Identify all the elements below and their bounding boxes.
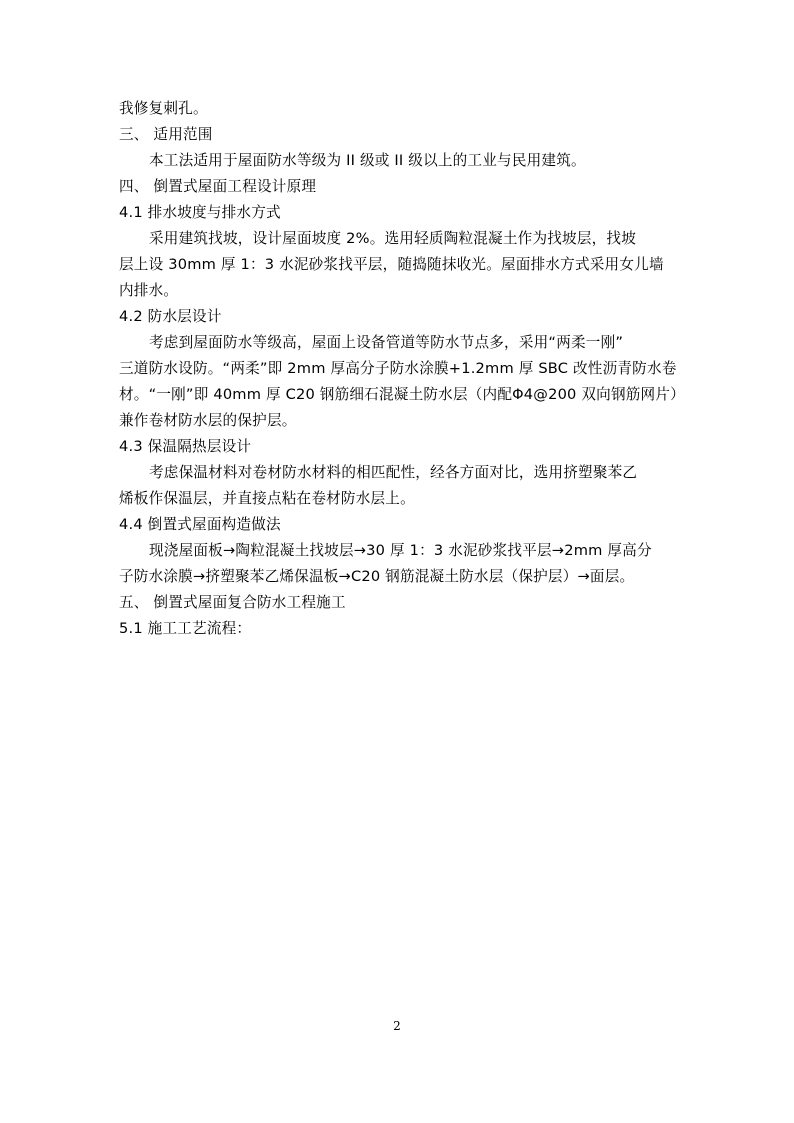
section-heading: 三、 适用范围 — [119, 126, 213, 143]
subsection-heading: 4.1 排水坡度与排水方式 — [119, 204, 281, 221]
paragraph-line: 考虑保温材料对卷材防水材料的相匹配性，经各方面对比，选用挤塑聚苯乙 — [149, 464, 638, 481]
section-heading: 五、 倒置式屋面复合防水工程施工 — [119, 594, 346, 611]
paragraph-line: 采用建筑找坡，设计屋面坡度 2%。选用轻质陶粒混凝土作为找坡层，找坡 — [149, 230, 636, 247]
subsection-heading: 4.3 保温隔热层设计 — [119, 438, 252, 455]
subsection-heading: 5.1 施工工艺流程： — [119, 620, 252, 637]
subsection-heading: 4.2 防水层设计 — [119, 308, 222, 325]
text-line: 我修复刺孔。 — [119, 100, 208, 117]
paragraph-line: 子防水涂膜→挤塑聚苯乙烯保温板→C20 钢筋混凝土防水层（保护层）→面层。 — [119, 568, 635, 585]
paragraph-line: 内排水。 — [119, 282, 179, 299]
section-heading: 四、 倒置式屋面工程设计原理 — [119, 178, 317, 195]
paragraph-line: 现浇屋面板→陶粒混凝土找坡层→30 厚 1：3 水泥砂浆找平层→2mm 厚高分 — [149, 542, 652, 559]
paragraph-line: 兼作卷材防水层的保护层。 — [119, 412, 297, 429]
subsection-heading: 4.4 倒置式屋面构造做法 — [119, 516, 281, 533]
body-text — [119, 96, 685, 642]
page-number: 2 — [393, 1019, 401, 1033]
paragraph-line: 本工法适用于屋面防水等级为 II 级或 II 级以上的工业与民用建筑。 — [149, 152, 586, 169]
paragraph-line: 层上设 30mm 厚 1：3 水泥砂浆找平层，随捣随抹收光。屋面排水方式采用女儿墙 — [119, 256, 664, 273]
paragraph-line: 三道防水设防。“两柔”即 2mm 厚高分子防水涂膜+1.2mm 厚 SBC 改性沥青防水卷 — [119, 360, 677, 377]
paragraph-line: 烯板作保温层，并直接点粘在卷材防水层上。 — [119, 490, 415, 507]
paragraph-line: 考虑到屋面防水等级高，屋面上设备管道等防水节点多，采用“两柔一刚” — [149, 334, 624, 351]
paragraph-line: 材。“一刚”即 40mm 厚 C20 钢筋细石混凝土防水层（内配Φ4@200 双向钢筋网片） — [119, 386, 685, 403]
